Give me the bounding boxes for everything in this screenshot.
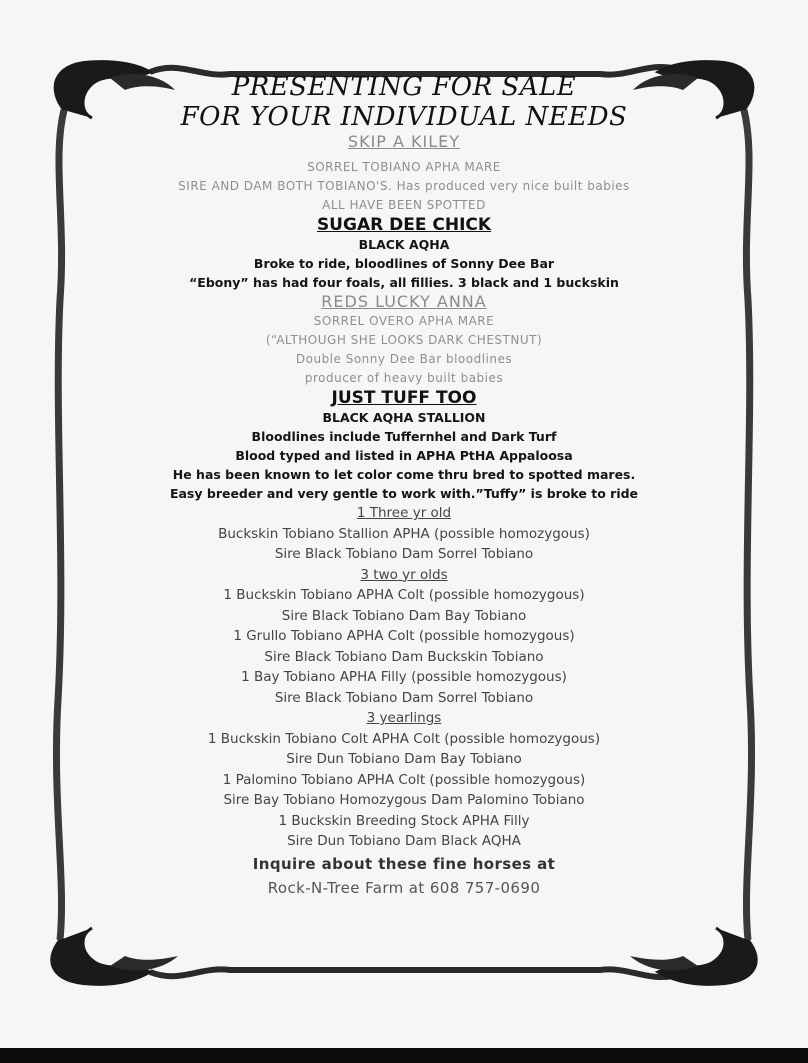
- group-line: Sire Black Tobiano Dam Sorrel Tobiano: [274, 689, 534, 706]
- flyer-content: [120, 72, 688, 900]
- contact-farm-phone: Rock-N-Tree Farm at 608 757-0690: [267, 878, 541, 897]
- group-line: 1 Buckskin Breeding Stock APHA Filly: [278, 812, 530, 829]
- group-line: Sire Bay Tobiano Homozygous Dam Palomino Tobiano: [223, 792, 585, 808]
- group-line: Sire Black Tobiano Dam Buckskin Tobiano: [264, 648, 544, 665]
- horse-detail: SORREL OVERO APHA MARE: [313, 314, 495, 328]
- horse-detail: BLACK AQHA STALLION: [322, 410, 486, 425]
- horse-detail: He has been known to let color come thru bred to spotted mares.: [172, 467, 636, 482]
- group-heading: 1 Three yr old: [356, 505, 452, 521]
- horse-section-reds-lucky-anna: [120, 292, 688, 388]
- group-heading: 3 yearlings: [366, 710, 442, 726]
- horse-name: JUST TUFF TOO: [331, 388, 477, 408]
- group-line: Sire Dun Tobiano Dam Bay Tobiano: [286, 751, 522, 767]
- group-line: 1 Palomino Tobiano APHA Colt (possible homozygous): [222, 771, 586, 788]
- horse-section-sugar-dee-chick: [120, 215, 688, 292]
- horse-name: SKIP A KILEY: [347, 132, 461, 151]
- horse-detail: Double Sonny Dee Bar bloodlines: [295, 352, 513, 366]
- horse-detail: ALL HAVE BEEN SPOTTED: [322, 198, 486, 212]
- group-yearlings: [120, 708, 688, 852]
- horse-detail: Broke to ride, bloodlines of Sonny Dee Bar: [253, 256, 555, 271]
- group-heading: 3 two yr olds: [360, 566, 448, 583]
- horse-detail: BLACK AQHA: [358, 237, 450, 252]
- contact-inquire: Inquire about these fine horses at: [252, 854, 556, 873]
- contact-section: [120, 852, 688, 900]
- horse-detail: producer of heavy built babies: [304, 371, 504, 385]
- horse-section-just-tuff-too: [120, 388, 688, 503]
- group-two-yr-olds: [120, 565, 688, 709]
- horse-detail: SIRE AND DAM BOTH TOBIANO'S. Has produced very nice built babies: [178, 179, 630, 193]
- horse-name: SUGAR DEE CHICK: [316, 215, 492, 235]
- group-line: 1 Buckskin Tobiano APHA Colt (possible homozygous): [223, 587, 585, 603]
- horse-detail: Blood typed and listed in APHA PtHA Appaloosa: [235, 448, 573, 463]
- group-line: 1 Grullo Tobiano APHA Colt (possible homozygous): [233, 628, 575, 644]
- horse-detail: Easy breeder and very gentle to work with.”Tuffy” is broke to ride: [169, 486, 639, 501]
- horse-detail: (“ALTHOUGH SHE LOOKS DARK CHESTNUT): [265, 333, 543, 347]
- horse-section-skip-a-kiley: [120, 132, 688, 215]
- group-line: Buckskin Tobiano Stallion APHA (possible homozygous): [218, 525, 590, 542]
- scan-edge-band: [0, 1048, 808, 1063]
- group-line: Sire Dun Tobiano Dam Black AQHA: [287, 833, 521, 849]
- horse-detail: “Ebony” has had four foals, all fillies. 3 black and 1 buckskin: [189, 275, 619, 290]
- horse-detail: SORREL TOBIANO APHA MARE: [307, 160, 501, 174]
- group-line: Sire Black Tobiano Dam Sorrel Tobiano: [274, 546, 534, 562]
- horse-name: REDS LUCKY ANNA: [321, 292, 487, 311]
- group-line: 1 Buckskin Tobiano Colt APHA Colt (possible homozygous): [207, 730, 601, 747]
- title-line-1: PRESENTING FOR SALE: [231, 72, 577, 102]
- horse-detail: Bloodlines include Tuffernhel and Dark Turf: [251, 429, 557, 444]
- group-three-yr-old: [120, 503, 688, 565]
- title-line-2: FOR YOUR INDIVIDUAL NEEDS: [180, 102, 628, 132]
- group-line: Sire Black Tobiano Dam Bay Tobiano: [281, 607, 527, 624]
- group-line: 1 Bay Tobiano APHA Filly (possible homozygous): [241, 669, 567, 685]
